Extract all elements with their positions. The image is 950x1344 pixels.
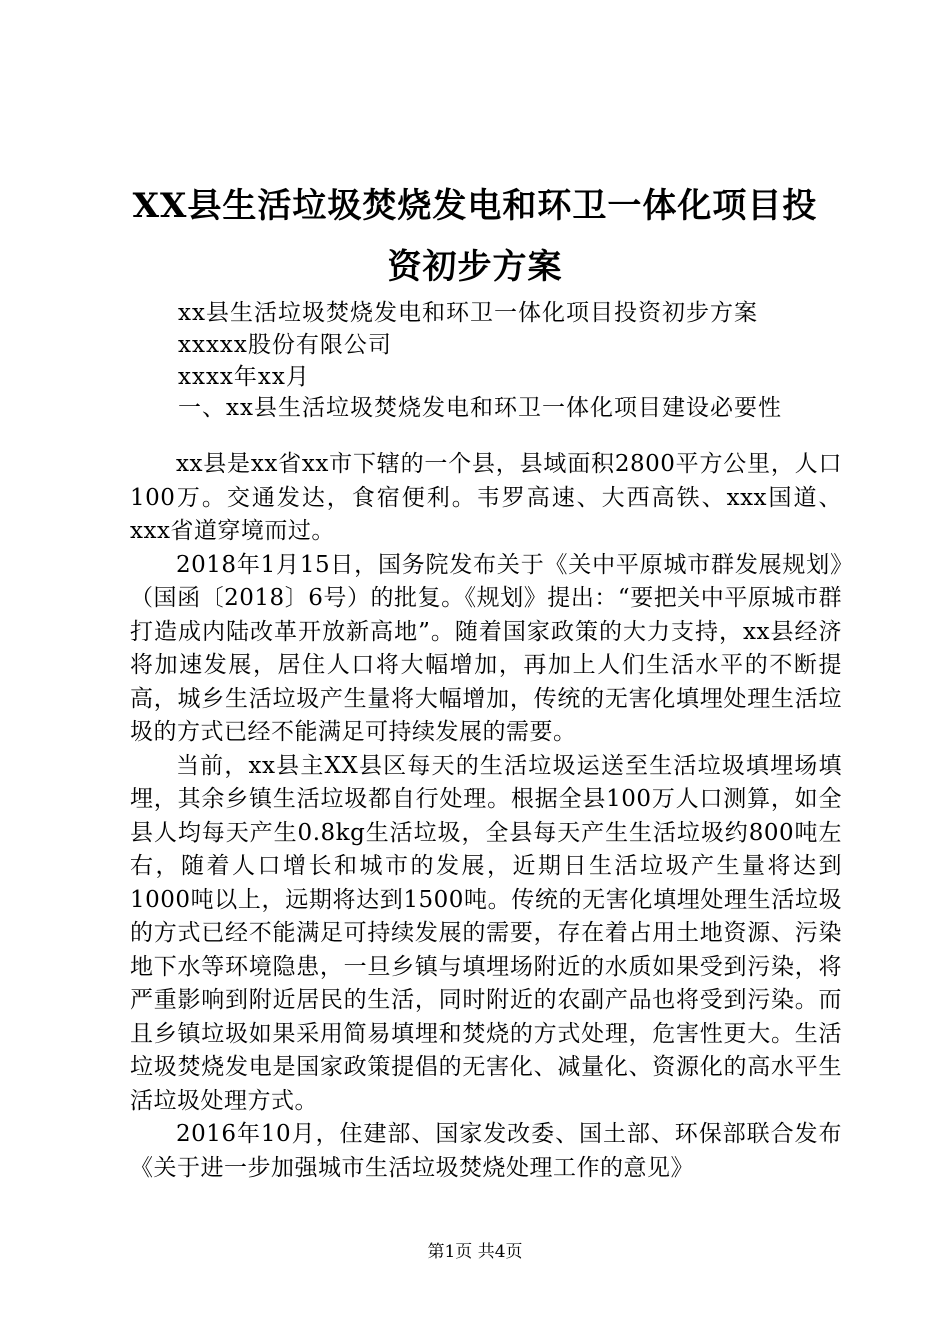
body-paragraph: 2016年10月，住建部、国家发改委、国土部、环保部联合发布《关于进一步加强城市生活垃圾焚烧处理工作的意见》 bbox=[130, 1121, 842, 1181]
section-heading: 一、xx县生活垃圾焚烧发电和环卫一体化项目建设必要性 bbox=[178, 395, 782, 421]
document-date: xxxx年xx月 bbox=[178, 364, 310, 390]
body-paragraph: 当前，xx县主XX县区每天的生活垃圾运送至生活垃圾填埋场填埋，其余乡镇生活垃圾都自行处理。根据全县100万人口测算，如全县人均每天产生0.8kg生活垃圾，全县每天产生生活垃圾约800吨左右，随着人口增长和城市的发展，近期日生活垃圾产生量将达到1000吨以上，远期将达到1500吨。传统的无害化填埋处理生活垃圾的方式已经不能满足可持续发展的需要，存在着占用土地资源、污染地下水等环境隐患，一旦乡镇与填埋场附近的水质如果受到污染，将严重影响到附近居民的生活，同时附近的农副产品也将受到污染。而且乡镇垃圾如果采用简易填埋和焚烧的方式处理，危害性更大。生活垃圾焚烧发电是国家政策提倡的无害化、减量化、资源化的高水平生活垃圾处理方式。 bbox=[130, 752, 842, 1114]
document-title-line1: XX县生活垃圾焚烧发电和环卫一体化项目投 bbox=[132, 186, 818, 226]
company-name: xxxxx股份有限公司 bbox=[178, 332, 392, 358]
body-paragraph: xx县是xx省xx市下辖的一个县，县域面积2800平方公里，人口100万。交通发达，食宿便利。韦罗高速、大西高铁、xxx国道、xxx省道穿境而过。 bbox=[130, 451, 842, 544]
body-paragraph: 2018年1月15日，国务院发布关于《关中平原城市群发展规划》（国函〔2018〕6号）的批复。《规划》提出：“要把关中平原城市群打造成内陆改革开放新高地”。随着国家政策的大力支持，xx县经济将加速发展，居住人口将大幅增加，再加上人们生活水平的不断提高，城乡生活垃圾产生量将大幅增加，传统的无害化填埋处理生活垃圾的方式已经不能满足可持续发展的需要。 bbox=[130, 551, 842, 745]
page-footer: 第1页 共4页 bbox=[427, 1242, 523, 1262]
document-title-line2: 资初步方案 bbox=[387, 247, 563, 287]
document-body bbox=[130, 448, 842, 1185]
document-subtitle: xx县生活垃圾焚烧发电和环卫一体化项目投资初步方案 bbox=[178, 300, 758, 326]
